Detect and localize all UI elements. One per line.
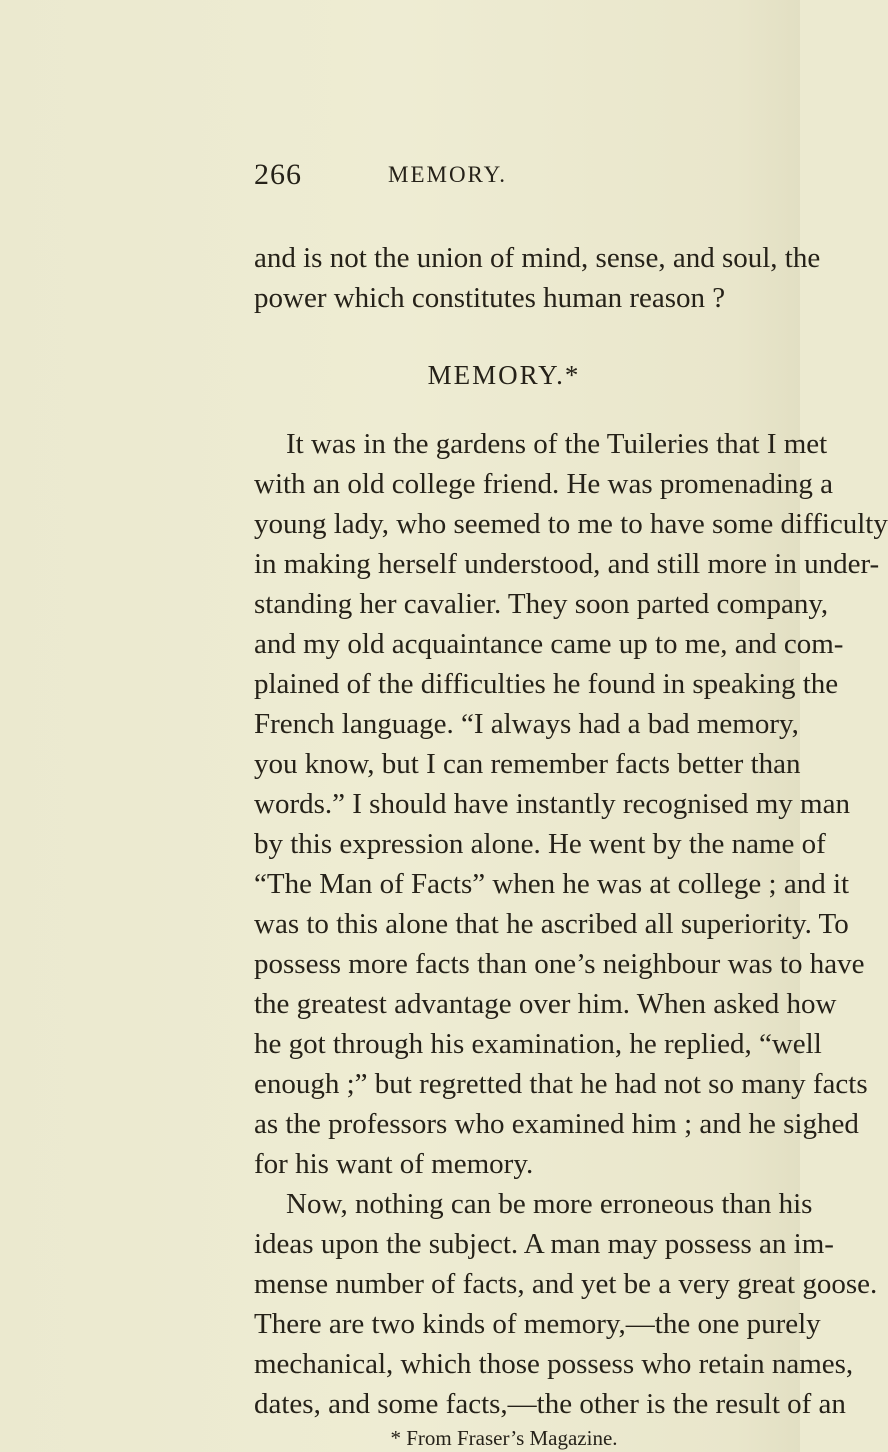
text-line: French language. “I always had a bad memory, xyxy=(254,708,799,740)
text-line: he got through his examination, he replied, “well xyxy=(254,1028,822,1060)
text-line: It was in the gardens of the Tuileries that I met xyxy=(286,428,828,460)
text-line: as the professors who examined him ; and he sighed xyxy=(254,1108,859,1140)
text-line: “The Man of Facts” when he was at college ; and it xyxy=(254,868,850,900)
text-line: for his want of memory. xyxy=(254,1148,534,1180)
text-line: in making herself understood, and still more in under- xyxy=(254,548,880,580)
text-line: and is not the union of mind, sense, and soul, the xyxy=(254,242,821,274)
page-number: 266 xyxy=(254,158,302,191)
text-line: the greatest advantage over him. When asked how xyxy=(254,988,837,1020)
text-line: possess more facts than one’s neighbour was to have xyxy=(254,948,865,980)
text-line: was to this alone that he ascribed all superiority. To xyxy=(254,908,849,940)
text-line: plained of the difficulties he found in speaking the xyxy=(254,668,839,700)
text-line: standing her cavalier. They soon parted company, xyxy=(254,588,829,620)
text-line: power which constitutes human reason ? xyxy=(254,282,726,314)
text-line: young lady, who seemed to me to have some difficulty xyxy=(254,508,888,540)
text-line: enough ;” but regretted that he had not so many facts xyxy=(254,1068,868,1100)
text-line: ideas upon the subject. A man may possess an im- xyxy=(254,1228,834,1260)
text-line: by this expression alone. He went by the name of xyxy=(254,828,826,860)
text-line: and my old acquaintance came up to me, and com- xyxy=(254,628,844,660)
text-line: dates, and some facts,—the other is the result of an xyxy=(254,1388,846,1420)
page-header xyxy=(254,158,754,194)
text-line: mense number of facts, and yet be a very great goose. xyxy=(254,1268,878,1300)
footnote: * From Fraser’s Magazine. xyxy=(390,1426,618,1450)
text-line: mechanical, which those possess who retain names, xyxy=(254,1348,854,1380)
text-line: There are two kinds of memory,—the one purely xyxy=(254,1308,821,1340)
section-title: MEMORY.* xyxy=(427,360,581,390)
text-line: you know, but I can remember facts better than xyxy=(254,748,801,780)
text-line: Now, nothing can be more erroneous than his xyxy=(286,1188,813,1220)
text-line: words.” I should have instantly recognised my man xyxy=(254,788,850,820)
text-line: with an old college friend. He was promenading a xyxy=(254,468,834,500)
running-head: MEMORY. xyxy=(388,162,508,187)
